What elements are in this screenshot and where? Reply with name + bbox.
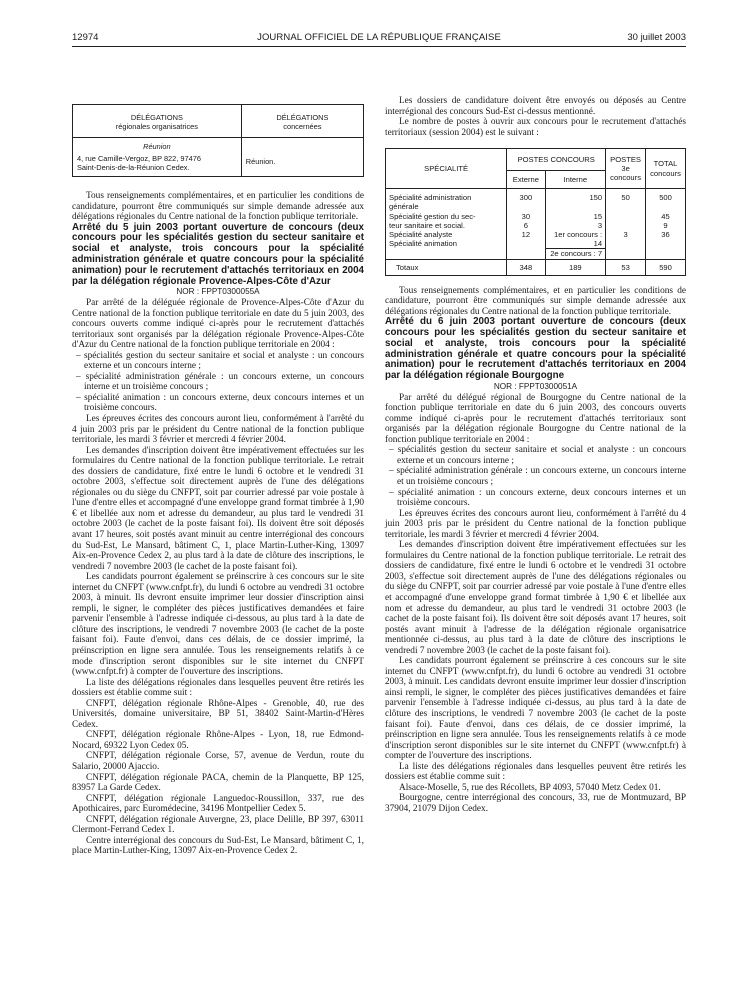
header-rule [72,46,686,47]
renseignements-paragraph: Tous renseignements complémentaires, et en particulier les conditions de candidature, pourront être communiqués sur simple demande adressée aux délégations régionales du Centre national de la fonction publique territoriale. [385,285,686,317]
postes-total: 500 45 9 36 [646,189,686,259]
postes-header-interne: Interne [545,171,606,189]
address-item: Bourgogne, centre interrégional des concours, 33, rue de Montmuzard, BP 37904, 21079 Dijon Cedex. [385,793,686,814]
address-item: CNFPT, délégation régionale Rhône-Alpes - Grenoble, 40, rue des Universités, domaine universitaire, BP 51, 38402 Saint-Martin-d'Hères Cedex. [72,698,364,730]
postes-header-concours: POSTES CONCOURS [507,149,606,171]
postes-totaux-externe: 348 [507,259,545,275]
table-cell-concernee: Réunion. [241,138,363,177]
address-item: CNFPT, délégation régionale PACA, chemin de la Planquette, BP 125, 83957 La Garde Cedex. [72,772,364,794]
nor-reference: NOR : FPPT0300055A [176,287,260,297]
address-item: Centre interrégional des concours du Sud-Est, Le Mansard, bâtiment C, 1, place Martin-Luther-King, 13097 Aix-en-Provence Cedex 2. [72,835,364,857]
demandes-paragraph: Les demandes d'inscription doivent être impérativement effectuées sur les formulaires du Centre national de la fonction publique territoriale. Le retrait des dossiers de candidature, fixé entre le lundi 6 octobre et le vendredi 31 octobre 2003, s'effectue soit directement auprès de l'une des délégations régionales ou du siège du CNFPT, soit par courrier adressé par voie postale à l'une d'entre elles et accompagné d'une enveloppe grand format timbrée à 1,90 € et libellée aux nom et adresse du demandeur, au plus tard le vendredi 31 octobre 2003 (le cachet de la poste faisant foi). Ils doivent être soit déposés avant 17 heures, soit postés avant minuit au centre interrégional des concours du Sud-Est, Le Mansard, bâtiment C, 1, place Martin-Luther-King, 13097 Aix-en-Provence Cedex 2, au plus tard à la date de clôture des inscriptions, le vendredi 7 novembre 2003 (le cachet de la poste faisant foi). [72,445,364,572]
postes-interne: 150 15 3 1er concours : 14 [545,189,606,249]
arrete-paragraph: Par arrêté de la déléguée régionale de Provence-Alpes-Côte d'Azur du Centre national de la fonction publique territoriale en date du 5 juin 2003, des concours ouverts comme indiqué ci-après pour le recrutement d'attachés territoriaux sont organisés par la délégation régionale Provence-Alpes-Côte d'Azur du Centre national de la fonction publique territoriale en 2004 : [72,297,364,351]
postes-troisieme: 50 3 [606,189,646,259]
list-item: – spécialités gestion du secteur sanitaire et social et analyste : un concours externe et un concours interne ; [389,445,686,466]
address-item: Alsace-Moselle, 5, rue des Récollets, BP 4093, 57040 Metz Cedex 01. [399,782,661,793]
address-item: CNFPT, délégation régionale Corse, 57, avenue de Verdun, route du Salario, 20000 Ajaccio. [72,751,364,773]
list-item: – spécialité administration générale : un concours externe, un concours interne et un troisième concours ; [389,466,686,487]
list-item: – spécialité administration générale : un concours externe, un concours interne et un troisième concours ; [76,371,364,393]
issue-date: 30 juillet 2003 [627,32,686,43]
page-header [72,32,686,46]
table-cell-organisatrice [73,138,242,177]
epreuves-paragraph: Les épreuves écrites des concours auront lieu, conformément à l'arrêté du 4 juin 2003 pris par le président du Centre national de la fonction publique territoriale, les mardi 3 février et mercredi 4 février 2004. [385,508,686,540]
address-item: CNFPT, délégation régionale Auvergne, 23, place Delille, BP 397, 63011 Clermont-Ferrand Cedex 1. [72,814,364,836]
page-number: 12974 [72,32,99,43]
table-region-address: 4, rue Camille-Vergoz, BP 822, 97476 Saint-Denis-de-la-Réunion Cedex. [77,154,201,172]
postes-interne-2e: 2e concours : 7 [545,249,606,259]
postes-specialites: Spécialité administration générale Spécialité gestion du sec- teur sanitaire et social. Spécialité analyste Spécialité animation [386,189,507,259]
dossiers-paragraph: Les dossiers de candidature doivent être envoyés ou déposés au Centre interrégional des concours Sud-Est ci-dessus mentionné. [385,96,686,117]
journal-title: JOURNAL OFFICIEL DE LA RÉPUBLIQUE FRANÇAISE [257,32,501,43]
table-header-organisatrices: DÉLÉGATIONS régionales organisatrices [73,105,242,138]
postes-table [385,148,686,275]
specialites-list [385,445,686,508]
postes-totaux-total: 590 [646,259,686,275]
nombre-postes-paragraph: Le nombre de postes à ouvrir aux concours pour le recrutement d'attachés territoriaux (session 2004) est le suivant : [385,117,686,138]
postes-header-externe: Externe [507,171,545,189]
right-column [385,96,686,814]
list-item: – spécialité animation : un concours externe, deux concours internes et un troisième concours. [76,392,364,414]
postes-totaux-interne: 189 [545,259,606,275]
left-column [72,96,364,857]
renseignements-paragraph: Tous renseignements complémentaires, et en particulier les conditions de candidature, pourront être communiqués sur simple demande adressée aux délégations régionales du Centre national de la fonction publique territoriale. [72,191,364,223]
delegations-table [72,104,364,177]
list-item: – spécialité animation : un concours externe, deux concours internes et un troisième concours. [389,487,686,509]
candidats-paragraph: Les candidats pourront également se préinscrire à ces concours sur le site internet du CNFPT (www.cnfpt.fr), du lundi 6 octobre au vendredi 31 octobre 2003, à minuit. Les candidats devront ensuite imprimer leur dossier d'inscription ainsi rempli, le signer, le compléter des pièces justificatives demandées et faire parvenir l'ensemble à l'adresse indiquée ci-dessus, au plus tard à la date de clôture des inscriptions, le vendredi 7 novembre 2003 (le cachet de la poste faisant foi). Faute d'envoi, dans ces délais, de ce dossier imprimé, la préinscription en ligne sera annulée. Tous les renseignements relatifs à ce mode d'inscription seront disponibles sur le site internet du CNFPT (www.cnfpt.fr) à compter de l'ouverture des inscriptions. [385,656,686,762]
arrete-title: Arrêté du 5 juin 2003 portant ouverture de concours (deux concours pour les spécialités gestion du secteur sanitaire et social et analyste, trois concours pour la spécialité administration générale et quatre concours pour la spécialité animation) pour le recrutement d'attachés territoriaux en 2004 par la délégation régionale Provence-Alpes-Côte d'Azur [72,221,364,287]
specialites-list [72,351,364,414]
arrete-paragraph: Par arrêté du délégué régional de Bourgogne du Centre national de la fonction publique territoriale en date du 6 juin 2003, des concours ouverts comme indiqué ci-après pour le recrutement d'attachés territoriaux sont organisés par la délégation régionale Bourgogne du Centre national de la fonction publique territoriale en 2004 : [385,392,686,445]
postes-header-specialite: SPÉCIALITÉ [386,149,507,189]
demandes-paragraph: Les demandes d'inscription doivent être impérativement effectuées sur les formulaires du Centre national de la fonction publique territoriale. Le retrait des dossiers de candidature, fixé entre le lundi 6 octobre et le vendredi 31 octobre 2003, s'effectue soit directement auprès de l'une des délégations régionales ou du siège du CNFPT, soit par courrier adressé par voie postale à l'une d'entre elles et accompagné d'une enveloppe grand format timbrée à 1,90 € et libellée aux nom et adresse du demandeur, au plus tard le vendredi 31 octobre 2003 (le cachet de la poste faisant foi). Ils doivent être soit déposés avant 17 heures, soit postés avant minuit à l'adresse de la délégation régionale organisatrice mentionnée ci-dessus, au plus tard à la date de clôture des inscriptions le vendredi 7 novembre 2003 (le cachet de la poste faisant foi). [385,540,686,656]
postes-header-3e-concours: POSTES 3e concours [606,149,646,189]
nor-reference: NOR : FPPT0300051A [493,382,578,392]
list-item: – spécialités gestion du secteur sanitaire et social et analyste : un concours externe et un concours interne ; [76,350,364,372]
liste-paragraph: La liste des délégations régionales dans lesquelles peuvent être retirés les dossiers est établie comme suit : [72,677,364,699]
candidats-paragraph: Les candidats pourront également se préinscrire à ces concours sur le site internet du CNFPT (www.cnfpt.fr), du lundi 6 octobre au vendredi 31 octobre 2003, à minuit. Ils devront ensuite imprimer leur dossier d'inscription ainsi rempli, le signer, le compléter des pièces justificatives demandées et faire parvenir l'ensemble à l'adresse indiquée ci-dessous, au plus tard à la date de clôture des inscriptions, le vendredi 7 novembre 2003 (le cachet de la poste faisant foi). Faute d'envoi, dans ces délais, de ce dossier imprimé, la préinscription en ligne sera annulée. Tous les renseignements relatifs à ce mode d'inscription seront disponibles sur le site internet du CNFPT (www.cnfpt.fr) à compter de l'ouverture des inscriptions. [72,572,364,678]
postes-totaux-label: Totaux [386,259,507,275]
epreuves-paragraph: Les épreuves écrites des concours auront lieu, conformément à l'arrêté du 4 juin 2003 pris par le président du Centre national de la fonction publique territoriale, les mardi 3 février et mercredi 4 février 2004. [72,413,364,446]
postes-header-total: TOTAL concours [646,149,686,189]
address-item: CNFPT, délégation régionale Rhône-Alpes - Lyon, 18, rue Edmond-Nocard, 69322 Lyon Cedex 05. [72,730,364,751]
postes-externe: 300 30 6 12 [507,189,545,259]
table-region-name: Réunion [143,142,171,151]
address-item: CNFPT, délégation régionale Languedoc-Roussillon, 337, rue des Apothicaires, parc Euromédecine, 34196 Montpellier Cedex 5. [72,793,364,815]
liste-paragraph: La liste des délégations régionales dans lesquelles peuvent être retirés les dossiers est établie comme suit : [385,761,686,783]
postes-totaux-troisieme: 53 [606,259,646,275]
arrete-title: Arrêté du 6 juin 2003 portant ouverture de concours (deux concours pour les spécialités gestion du secteur sanitaire et social et analyste, trois concours pour la spécialité administration générale et quatre concours pour la spécialité animation) pour le recrutement d'attachés territoriaux en 2004 par la délégation régionale Bourgogne [385,316,686,382]
table-header-concernees: DÉLÉGATIONS concernées [241,105,363,138]
